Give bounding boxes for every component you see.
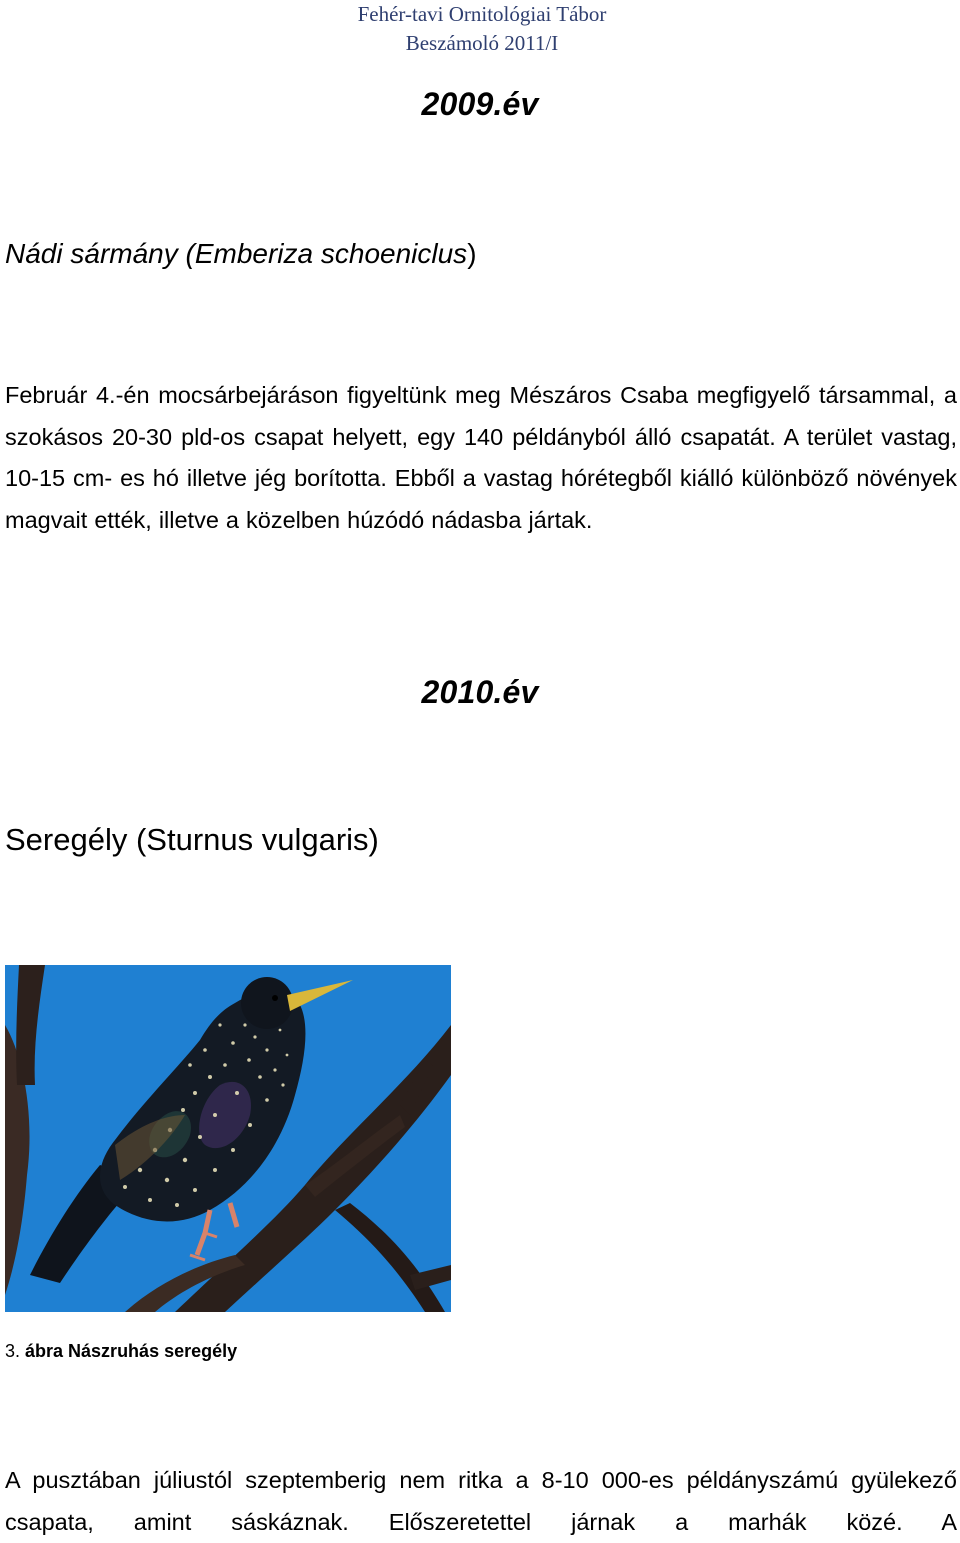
section-year-heading: 2009.év [421,86,539,122]
header-subtitle: Beszámoló 2011/I [405,31,559,55]
section-paragraph: Február 4.-én mocsárbejáráson figyeltünk meg Mészáros Csaba megfigyelő társammal, a szokásos 20-30 pld-os csapat helyett, egy 140 példányból álló csapatát. A terület vastag, 10-15 cm- es hó illetve jég borította. Ebből a vastag hórétegből kiálló különböző növények magvait ették, illetve a közelben húzódó nádasba jártak. [5,382,957,533]
species-name: Nádi sármány (Emberiza schoeniclus [5,238,468,269]
figure-caption [5,1339,237,1363]
starling-photo [5,965,451,1312]
section-paragraph: A pusztában júliustól szeptemberig nem ritka a 8-10 000-es példányszámú gyülekező csapata, amint sáskáznak. Előszeretettel járnak a marhák közé. A [5,1467,957,1535]
figure-number: 3. [5,1341,21,1361]
species-title [5,237,477,271]
species-name-close: ) [467,238,477,269]
header-title: Fehér-tavi Ornitológiai Tábor [357,2,607,26]
species-title: Seregély (Sturnus vulgaris) [5,822,379,857]
section-year-heading: 2010.év [421,674,539,710]
figure-caption-text: ábra Nászruhás seregély [20,1341,238,1361]
starling-illustration [5,965,451,1312]
